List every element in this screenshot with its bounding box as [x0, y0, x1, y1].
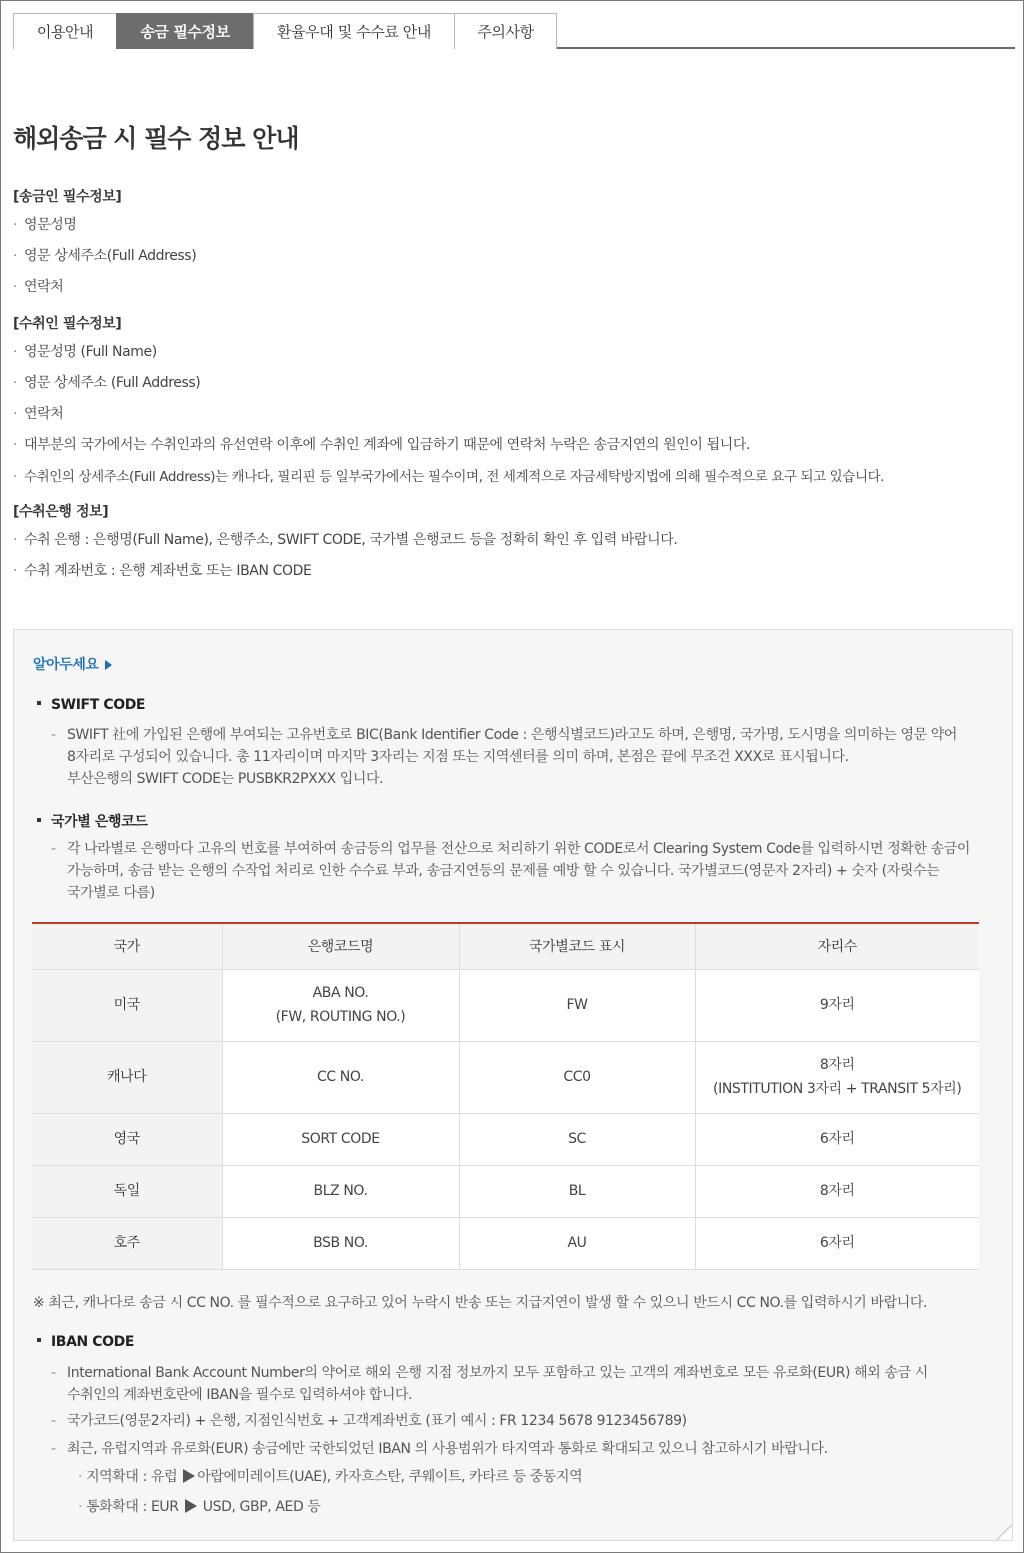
canada-note: ※ 최근, 캐나다로 송금 시 CC NO. 를 필수적으로 요구하고 있어 누락시 반송 또는 지급지연이 발생 할 수 있으니 반드시 CC NO.를 입력하시기 바랍니다.	[33, 1295, 928, 1311]
cell-code: AU	[459, 1217, 695, 1269]
tab-bar	[13, 13, 1015, 49]
table-row	[32, 1165, 979, 1217]
page-curl-decoration	[996, 1524, 1012, 1540]
recipient-item: · 연락처	[13, 406, 64, 422]
cell-code-name: BSB NO.	[222, 1217, 459, 1269]
sender-item: · 연락처	[13, 279, 64, 295]
bank-item: · 수취 은행 : 은행명(Full Name), 은행주소, SWIFT CODE, 국가별 은행코드 등을 정확히 확인 후 입력 바랍니다.	[13, 532, 678, 548]
tab-cautions[interactable]: 주의사항	[454, 13, 557, 49]
country-code-title: 국가별 은행코드	[37, 811, 147, 831]
recipient-item: · 영문성명 (Full Name)	[13, 344, 157, 360]
table-header-row	[32, 923, 979, 969]
cell-code-name: ABA NO. (FW, ROUTING NO.)	[222, 969, 459, 1041]
currency-expansion: · 통화확대 : EUR USD, GBP, AED 등	[78, 1499, 321, 1515]
cell-code: CC0	[459, 1041, 695, 1113]
sender-item: · 영문 상세주소(Full Address)	[13, 248, 197, 264]
cell-code: FW	[459, 969, 695, 1041]
bank-item: · 수취 계좌번호 : 은행 계좌번호 또는 IBAN CODE	[13, 563, 312, 579]
header-digits: 자리수	[695, 923, 979, 969]
recipient-item: · 수취인의 상세주소(Full Address)는 캐나다, 필리핀 등 일부국가에서는 필수이며, 전 세계적으로 자금세탁방지법에 의해 필수적으로 요구 되고 있습니다.	[13, 469, 885, 485]
arrow-right-icon	[183, 1469, 195, 1483]
cell-digits: 8자리 (INSTITUTION 3자리 + TRANSIT 5자리)	[695, 1041, 979, 1113]
notice-label: 알아두세요	[33, 654, 112, 674]
cell-code-name: CC NO.	[222, 1041, 459, 1113]
swift-title: SWIFT CODE	[37, 697, 145, 713]
arrow-right-icon	[185, 1499, 197, 1513]
recipient-item: · 대부분의 국가에서는 수취인과의 유선연락 이후에 수취인 계좌에 입금하기 때문에 연락처 누락은 송금지연의 원인이 됩니다.	[13, 437, 751, 453]
cell-country: 호주	[32, 1217, 222, 1269]
cell-country: 독일	[32, 1165, 222, 1217]
region-expansion: · 지역확대 : 유럽 아랍에미레이트(UAE), 카자흐스탄, 쿠웨이트, 카타르 등 중동지역	[78, 1469, 583, 1485]
sender-heading: [송금인 필수정보]	[13, 189, 122, 205]
cell-digits: 6자리	[695, 1217, 979, 1269]
recipient-item: · 영문 상세주소 (Full Address)	[13, 375, 201, 391]
table-row	[32, 1113, 979, 1165]
tab-exchange-fees[interactable]: 환율우대 및 수수료 안내	[253, 13, 455, 49]
country-code-description: - 각 나라별로 은행마다 고유의 번호를 부여하여 송금등의 업무를 전산으로 처리하기 위한 CODE로서 Clearing System Code를 입력하시면 정확한 송금이 가능하며, 송금 받는 은행의 수작업 처리로 인한 수수료 부과, 송금지연등의 문제를 예방 할 수 있습니다. 국가별코드(영문자 2자리) + 숫자 (자릿수는 국가별로 다름)	[51, 841, 970, 901]
cell-digits: 9자리	[695, 969, 979, 1041]
country-bank-code-table	[32, 922, 979, 1270]
iban-title: IBAN CODE	[37, 1334, 134, 1350]
cell-code-name: BLZ NO.	[222, 1165, 459, 1217]
iban-expansion: - 최근, 유럽지역과 유로화(EUR) 송금에만 국한되었던 IBAN 의 사용범위가 타지역과 통화로 확대되고 있으니 참고하시기 바랍니다.	[51, 1441, 828, 1457]
cell-digits: 8자리	[695, 1165, 979, 1217]
bank-heading: [수취은행 정보]	[13, 504, 109, 520]
cell-digits: 6자리	[695, 1113, 979, 1165]
recipient-heading: [수취인 필수정보]	[13, 316, 122, 332]
header-code-display: 국가별코드 표시	[459, 923, 695, 969]
cell-code: BL	[459, 1165, 695, 1217]
page-title: 해외송금 시 필수 정보 안내	[13, 124, 299, 153]
iban-description: - International Bank Account Number의 약어로 해외 은행 지점 정보까지 모두 포함하고 있는 고객의 계좌번호로 모든 유로화(EUR) 해외 송금 시 수취인의 계좌번호란에 IBAN을 필수로 입력하셔야 합니다.	[51, 1365, 928, 1403]
header-country: 국가	[32, 923, 222, 969]
cell-code: SC	[459, 1113, 695, 1165]
cell-code-name: SORT CODE	[222, 1113, 459, 1165]
play-arrow-icon	[105, 660, 112, 670]
iban-format: - 국가코드(영문2자리) + 은행, 지점인식번호 + 고객계좌번호 (표기 예시 : FR 1234 5678 9123456789)	[51, 1413, 687, 1429]
swift-description: - SWIFT 社에 가입된 은행에 부여되는 고유번호로 BIC(Bank Identifier Code : 은행식별코드)라고도 하며, 은행명, 국가명, 도시명을 의미하는 영문 약어 8자리로 구성되어 있습니다. 총 11자리이며 마지막 3자리는 지점 또는 지역센터를 의미 하며, 본점은 끝에 무조건 XXX로 표시됩니다. 부산은행의 SWIFT CODE는 PUSBKR2PXXX 입니다.	[51, 727, 958, 787]
tab-guide[interactable]: 이용안내	[13, 13, 117, 49]
tab-required-info[interactable]: 송금 필수정보	[116, 13, 254, 49]
table-row	[32, 1217, 979, 1269]
sender-item: · 영문성명	[13, 217, 77, 233]
header-code-name: 은행코드명	[222, 923, 459, 969]
cell-country: 영국	[32, 1113, 222, 1165]
cell-country: 캐나다	[32, 1041, 222, 1113]
table-row	[32, 969, 979, 1041]
cell-country: 미국	[32, 969, 222, 1041]
notice-box	[13, 629, 1013, 1541]
table-row	[32, 1041, 979, 1113]
